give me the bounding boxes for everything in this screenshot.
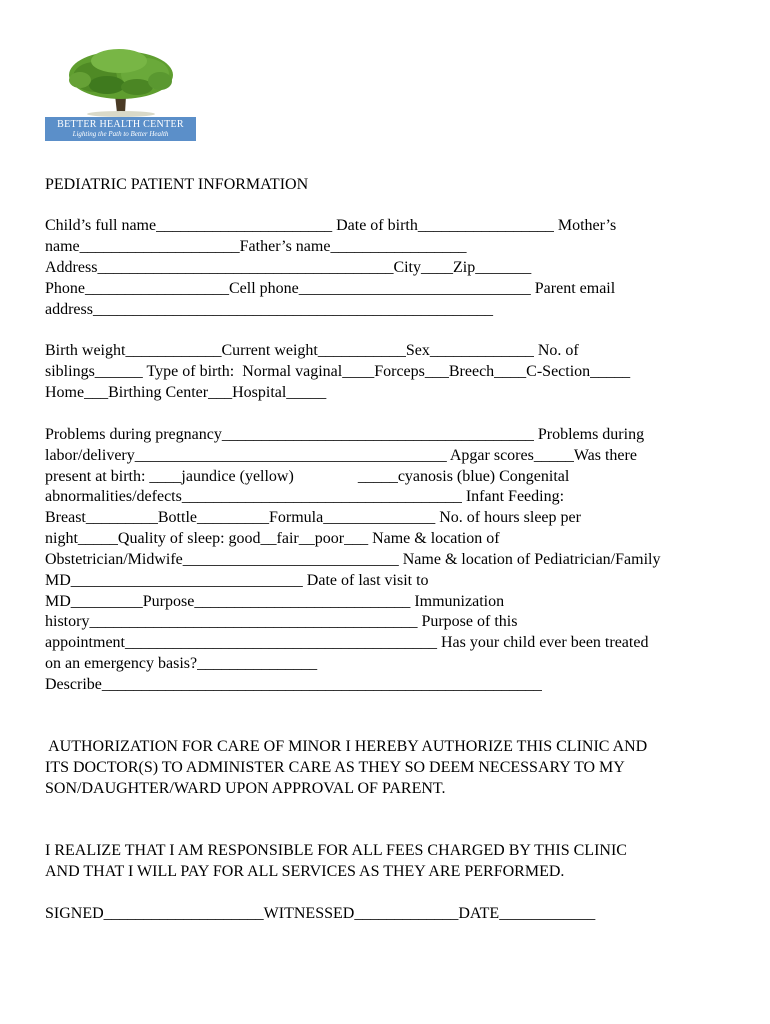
abnormalities-line: abnormalities/defects___________________________________ Infant Feeding: — [45, 488, 565, 505]
feeding-line: Breast_________Bottle_________Formula______________ No. of hours sleep per — [45, 509, 581, 526]
form-title: PEDIATRIC PATIENT INFORMATION — [45, 176, 309, 193]
immunization-history-line: history_________________________________________ Purpose of this — [45, 613, 518, 630]
pediatrician-line: MD_____________________________ Date of last visit to — [45, 572, 429, 589]
labor-delivery-line: labor/delivery_______________________________________ Apgar scores_____Was there — [45, 447, 637, 464]
phone-line: Phone__________________Cell phone_____________________________ Parent email — [45, 280, 616, 297]
emergency-line: on an emergency basis?_______________ — [45, 655, 318, 672]
appointment-purpose-line: appointment_______________________________________ Has your child ever been treated — [45, 634, 649, 651]
birth-location-line: Home___Birthing Center___Hospital_____ — [45, 384, 327, 401]
address-line: Address_____________________________________City____Zip_______ — [45, 259, 532, 276]
sleep-line: night_____Quality of sleep: good__fair__poor___ Name & location of — [45, 530, 500, 547]
clinic-tagline: Lighting the Path to Better Health — [72, 130, 169, 138]
birth-weight-line: Birth weight____________Current weight___________Sex_____________ No. of — [45, 342, 579, 359]
last-visit-purpose-line: MD_________Purpose___________________________ Immunization — [45, 593, 505, 610]
obstetrician-line: Obstetrician/Midwife___________________________ Name & location of Pediatrician/Family — [45, 551, 661, 568]
childs-name-line: Child’s full name______________________ Date of birth_________________ Mother’s — [45, 217, 617, 234]
authorization-line-3: SON/DAUGHTER/WARD UPON APPROVAL OF PARENT. — [45, 780, 446, 797]
fees-line-1: I REALIZE THAT I AM RESPONSIBLE FOR ALL FEES CHARGED BY THIS CLINIC — [45, 842, 627, 859]
clinic-logo — [45, 47, 196, 141]
pregnancy-problems-line: Problems during pregnancy_______________________________________ Problems during — [45, 426, 645, 443]
email-address-line: address__________________________________________________ — [45, 301, 493, 318]
logo-banner — [45, 117, 196, 141]
fees-line-2: AND THAT I WILL PAY FOR ALL SERVICES AS THEY ARE PERFORMED. — [45, 863, 565, 880]
signature-line: SIGNED____________________WITNESSED_____________DATE____________ — [45, 905, 596, 922]
authorization-line-1: AUTHORIZATION FOR CARE OF MINOR I HEREBY AUTHORIZE THIS CLINIC AND — [45, 738, 648, 755]
describe-line: Describe_______________________________________________________ — [45, 676, 542, 693]
present-at-birth-line: present at birth: ____jaundice (yellow) _____cyanosis (blue) Congenital — [45, 468, 570, 485]
type-of-birth-line: siblings______ Type of birth: Normal vaginal____Forceps___Breech____C-Section_____ — [45, 363, 631, 380]
clinic-name: BETTER HEALTH CENTER — [57, 119, 184, 130]
parent-names-line: name____________________Father’s name_________________ — [45, 238, 467, 255]
tree-icon — [45, 47, 196, 117]
authorization-line-2: ITS DOCTOR(S) TO ADMINISTER CARE AS THEY SO DEEM NECESSARY TO MY — [45, 759, 625, 776]
